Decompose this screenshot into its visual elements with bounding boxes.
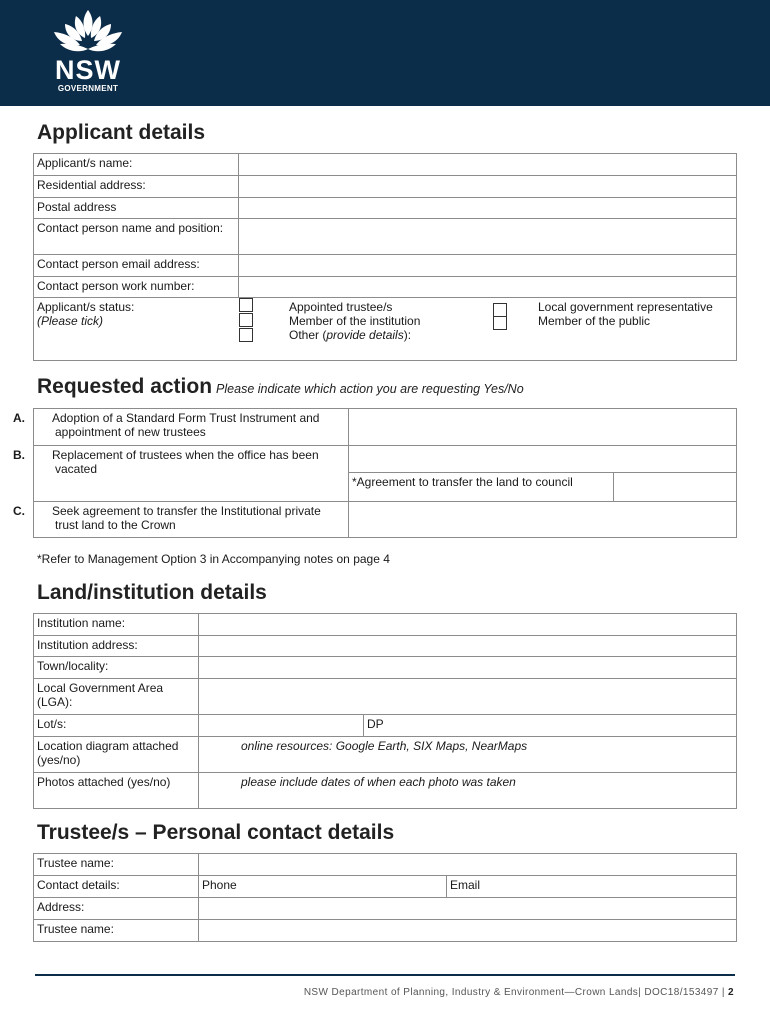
location-diagram-label: Location diagram attached (yes/no) xyxy=(34,737,199,773)
trustee-name-field[interactable] xyxy=(199,854,737,876)
page-footer xyxy=(304,987,734,998)
trustee-table xyxy=(33,853,737,942)
checkbox-member-public[interactable] xyxy=(493,316,507,330)
requested-action-heading xyxy=(37,375,524,399)
lga-label: Local Government Area (LGA): xyxy=(34,679,199,715)
trustee-contact-heading: Trustee/s – Personal contact details xyxy=(37,821,395,844)
action-b-letter: B. xyxy=(13,448,25,462)
option-other-italic: provide details xyxy=(326,328,404,342)
checkbox-other[interactable] xyxy=(239,328,253,342)
action-c-text: Seek agreement to transfer the Institutional private trust land to the Crown xyxy=(52,504,321,532)
brand-name: NSW xyxy=(55,55,121,85)
trustee-name-label: Trustee name: xyxy=(34,854,199,876)
action-c-letter: C. xyxy=(13,504,25,518)
postal-address-field[interactable] xyxy=(239,198,737,219)
applicant-status-hint: (Please tick) xyxy=(37,314,104,328)
phone-field[interactable] xyxy=(199,876,447,898)
management-option-note: *Refer to Management Option 3 in Accompanying notes on page 4 xyxy=(37,552,390,566)
email-field[interactable] xyxy=(447,876,737,898)
page-header xyxy=(0,0,770,106)
photos-attached-field[interactable] xyxy=(199,773,737,809)
lots-field[interactable] xyxy=(199,715,364,737)
location-diagram-hint: online resources: Google Earth, SIX Maps, NearMaps xyxy=(241,739,528,753)
contact-email-field[interactable] xyxy=(239,255,737,277)
brand-sub: GOVERNMENT xyxy=(57,84,119,93)
option-local-government: Local government representative xyxy=(538,300,713,314)
contact-details-label: Contact details: xyxy=(34,876,199,898)
applicant-status-label: Applicant/s status: xyxy=(37,300,135,314)
address-field[interactable] xyxy=(199,898,737,920)
footer-text: NSW Department of Planning, Industry & Environment—Crown Lands| DOC18/153497 | xyxy=(303,987,725,998)
town-locality-field[interactable] xyxy=(199,657,737,679)
contact-email-label: Contact person email address: xyxy=(34,255,239,277)
address-label: Address: xyxy=(34,898,199,920)
action-a-answer[interactable] xyxy=(349,409,737,446)
institution-address-field[interactable] xyxy=(199,636,737,657)
dp-label: DP xyxy=(367,717,384,731)
contact-work-number-label: Contact person work number: xyxy=(34,277,239,298)
residential-address-label: Residential address: xyxy=(34,176,239,198)
option-member-public: Member of the public xyxy=(538,314,651,328)
institution-address-label: Institution address: xyxy=(34,636,199,657)
location-diagram-field[interactable] xyxy=(199,737,737,773)
page-number: 2 xyxy=(728,987,734,998)
contact-person-field[interactable] xyxy=(239,219,737,255)
nsw-government-logo xyxy=(46,8,130,98)
footer-divider xyxy=(35,974,735,976)
action-b-cell xyxy=(13,446,349,502)
requested-action-table xyxy=(13,408,737,538)
action-a-letter: A. xyxy=(13,411,25,425)
dp-cell[interactable] xyxy=(364,715,737,737)
photos-attached-hint: please include dates of when each photo was taken xyxy=(241,775,516,789)
agreement-label: *Agreement to transfer the land to council xyxy=(349,473,614,502)
action-b-answer[interactable] xyxy=(349,446,737,473)
town-locality-label: Town/locality: xyxy=(34,657,199,679)
option-other-suffix: ): xyxy=(403,328,412,342)
land-institution-heading: Land/institution details xyxy=(37,581,267,604)
lots-label: Lot/s: xyxy=(34,715,199,737)
postal-address-label: Postal address xyxy=(34,198,239,219)
applicant-name-label: Applicant/s name: xyxy=(34,154,239,176)
option-other-prefix: Other ( xyxy=(289,328,327,342)
trustee-name-2-field[interactable] xyxy=(199,920,737,942)
applicant-name-field[interactable] xyxy=(239,154,737,176)
action-a-text: Adoption of a Standard Form Trust Instrument and appointment of new trustees xyxy=(52,411,320,439)
option-appointed-trustee: Appointed trustee/s xyxy=(289,300,393,314)
lga-field[interactable] xyxy=(199,679,737,715)
checkbox-appointed-trustee[interactable] xyxy=(239,298,253,312)
agreement-answer[interactable] xyxy=(614,473,737,502)
action-a-cell xyxy=(13,409,349,446)
waratah-icon xyxy=(46,8,130,58)
action-c-answer[interactable] xyxy=(349,502,737,538)
applicant-details-heading: Applicant details xyxy=(37,121,206,144)
action-b-text: Replacement of trustees when the office has been vacated xyxy=(52,448,319,476)
requested-action-title: Requested action xyxy=(37,375,213,398)
checkbox-local-government[interactable] xyxy=(493,303,507,317)
action-c-cell xyxy=(13,502,349,538)
photos-attached-label: Photos attached (yes/no) xyxy=(34,773,199,809)
institution-name-field[interactable] xyxy=(199,614,737,636)
requested-action-subtitle: Please indicate which action you are requesting Yes/No xyxy=(216,382,524,396)
email-label: Email xyxy=(450,878,481,892)
phone-label: Phone xyxy=(202,878,237,892)
checkbox-member-institution[interactable] xyxy=(239,313,253,327)
residential-address-field[interactable] xyxy=(239,176,737,198)
option-other xyxy=(289,328,411,342)
land-institution-table xyxy=(33,613,737,809)
contact-work-number-field[interactable] xyxy=(239,277,737,298)
trustee-name-2-label: Trustee name: xyxy=(34,920,199,942)
contact-person-label: Contact person name and position: xyxy=(34,219,239,255)
option-member-institution: Member of the institution xyxy=(289,314,421,328)
institution-name-label: Institution name: xyxy=(34,614,199,636)
